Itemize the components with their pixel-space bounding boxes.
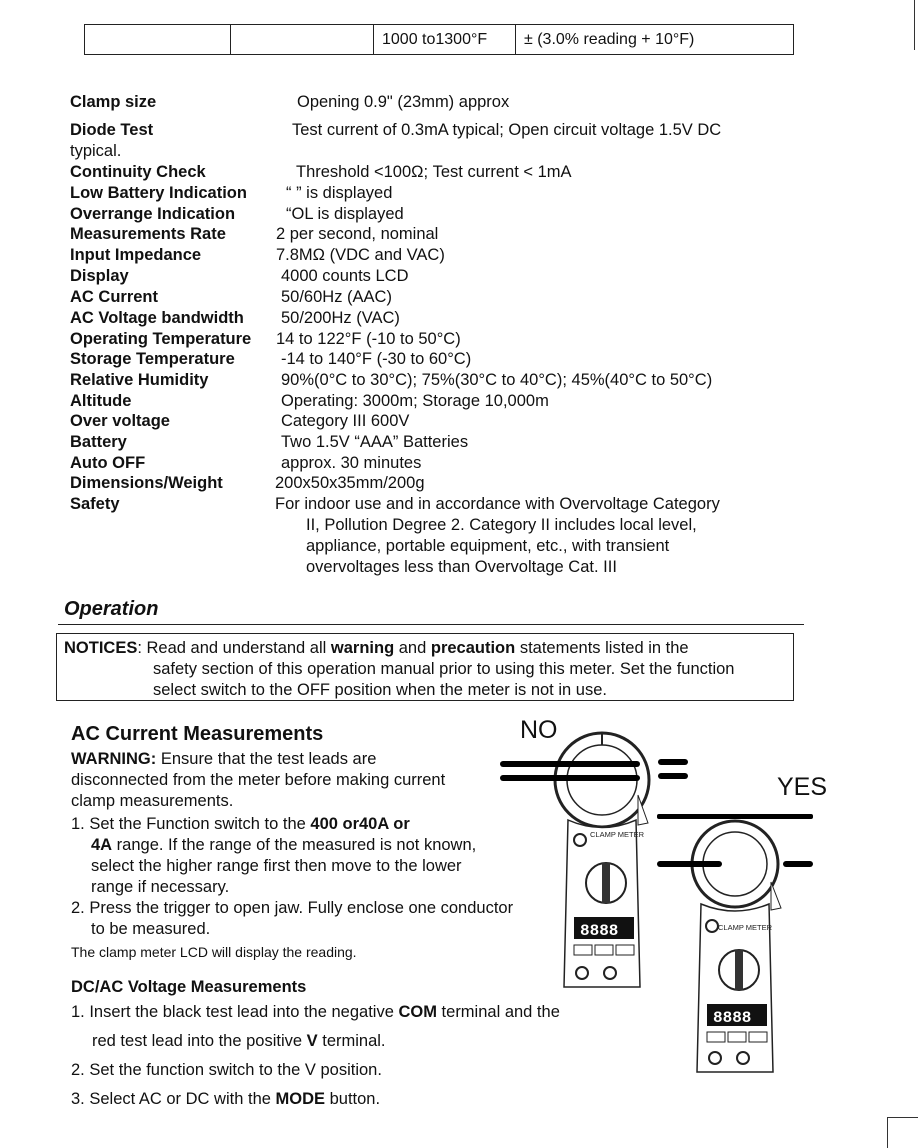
page-corner-mark — [887, 1117, 918, 1148]
spec-value: 90%(0°C to 30°C); 75%(30°C to 40°C); 45%(40°C to 50°C) — [281, 371, 713, 389]
spec-value-continuation: appliance, portable equipment, etc., with transient — [306, 537, 670, 555]
spec-label: Display — [70, 267, 129, 285]
notice-line: safety section of this operation manual prior to using this meter. Set the function — [153, 660, 735, 678]
step-bold: V — [306, 1032, 318, 1050]
spec-label: Relative Humidity — [70, 371, 209, 389]
spec-value: 4000 counts LCD — [281, 267, 409, 285]
spec-label: Measurements Rate — [70, 225, 226, 243]
svg-text:CLAMP METER: CLAMP METER — [718, 923, 773, 932]
spec-value: Two 1.5V “AAA” Batteries — [281, 433, 469, 451]
spec-label: Altitude — [70, 392, 132, 410]
spec-value: “OL is displayed — [286, 205, 404, 223]
spec-value: For indoor use and in accordance with Overvoltage Category — [275, 495, 720, 513]
spec-label: Low Battery Indication — [70, 184, 247, 202]
spec-label: Storage Temperature — [70, 350, 235, 368]
step-bold: 4A — [91, 836, 113, 854]
section-divider — [58, 624, 804, 625]
spec-value: Opening 0.9" (23mm) approx — [297, 93, 510, 111]
spec-value: Test current of 0.3mA typical; Open circuit voltage 1.5V DC — [292, 121, 722, 139]
dcac-voltage-steps — [71, 999, 631, 1112]
svg-text:8888: 8888 — [713, 1009, 752, 1027]
spec-value: Threshold <100Ω; Test current < 1mA — [296, 163, 572, 181]
spec-value: Operating: 3000m; Storage 10,000m — [281, 392, 549, 410]
spec-value: approx. 30 minutes — [281, 454, 422, 472]
notice-label: NOTICES — [64, 639, 138, 657]
spec-table-row — [84, 24, 794, 55]
page-edge-mark — [914, 0, 918, 50]
spec-label: Clamp size — [70, 93, 157, 111]
dcac-voltage-title: DC/AC Voltage Measurements — [71, 978, 307, 996]
warning-text: clamp measurements. — [71, 792, 234, 810]
spec-label: Input Impedance — [70, 246, 202, 264]
warning-label: WARNING: — [71, 750, 157, 768]
spec-value: -14 to 140°F (-30 to 60°C) — [281, 350, 472, 368]
step-note: The clamp meter LCD will display the reading. — [71, 944, 357, 960]
spec-value: 50/60Hz (AAC) — [281, 288, 392, 306]
spec-label: Operating Temperature — [70, 330, 252, 348]
spec-label: Dimensions/Weight — [70, 474, 223, 492]
ac-current-steps — [71, 814, 561, 963]
step-bold: 400 or40A or — [310, 815, 410, 833]
notice-box — [56, 633, 794, 701]
step-text: button. — [325, 1090, 381, 1108]
step-text: select the higher range first then move to the lower — [91, 857, 462, 875]
step-text: 1. Insert the black test lead into the negative — [71, 1003, 399, 1021]
step-text: terminal. — [317, 1032, 386, 1050]
figure-label-yes: YES — [777, 773, 828, 801]
notice-line: select switch to the OFF position when the meter is not in use. — [153, 681, 607, 699]
step-bold: MODE — [275, 1090, 326, 1108]
step-text: 2. Set the function switch to the V position. — [71, 1061, 382, 1079]
figure-label-no: NO — [520, 716, 558, 744]
table-cell — [85, 25, 231, 54]
step-text: range if necessary. — [91, 878, 230, 896]
spec-value: “ ” is displayed — [286, 184, 393, 202]
spec-label: Auto OFF — [70, 454, 146, 472]
step-text: 3. Select AC or DC with the — [71, 1090, 276, 1108]
spec-label: Safety — [70, 495, 120, 513]
svg-text:CLAMP METER: CLAMP METER — [590, 830, 645, 839]
step-bold: COM — [398, 1003, 437, 1021]
spec-label: Diode Test — [70, 121, 154, 139]
table-cell: ± (3.0% reading + 10°F) — [524, 31, 695, 48]
spec-value: 2 per second, nominal — [276, 225, 439, 243]
spec-value: 200x50x35mm/200g — [275, 474, 425, 492]
spec-label: AC Current — [70, 288, 159, 306]
notice-bold-precaution: precaution — [430, 639, 516, 657]
notice-text: and — [394, 639, 431, 657]
section-title-operation: Operation — [64, 598, 159, 620]
step-text: 2. Press the trigger to open jaw. Fully enclose one conductor — [71, 899, 514, 917]
spec-value-continuation: typical. — [70, 142, 122, 160]
step-text: to be measured. — [91, 920, 211, 938]
spec-label: Battery — [70, 433, 127, 451]
step-text: red test lead into the positive — [92, 1032, 307, 1050]
spec-value-continuation: overvoltages less than Overvoltage Cat. III — [306, 558, 617, 576]
spec-value: 7.8MΩ (VDC and VAC) — [276, 246, 445, 264]
spec-label: Overrange Indication — [70, 205, 236, 223]
ac-current-warning — [71, 749, 551, 812]
table-cell: 1000 to1300°F — [374, 25, 516, 54]
spec-value: Category III 600V — [281, 412, 410, 430]
table-cell — [231, 25, 374, 54]
spec-label: Continuity Check — [70, 163, 206, 181]
notice-text: : Read and understand all — [137, 639, 331, 657]
spec-value-continuation: II, Pollution Degree 2. Category II includes local level, — [306, 516, 697, 534]
svg-text:8888: 8888 — [580, 922, 619, 940]
step-text: range. If the range of the measured is not known, — [112, 836, 477, 854]
notice-bold-warning: warning — [330, 639, 395, 657]
warning-text: Ensure that the test leads are — [156, 750, 377, 768]
spec-value: 50/200Hz (VAC) — [281, 309, 400, 327]
step-text: terminal and the — [436, 1003, 560, 1021]
ac-current-title: AC Current Measurements — [71, 723, 324, 745]
spec-value: 14 to 122°F (-10 to 50°C) — [276, 330, 461, 348]
spec-label: AC Voltage bandwidth — [70, 309, 244, 327]
notice-text: statements listed in the — [515, 639, 689, 657]
clamp-meter-correct-illustration — [655, 812, 815, 1074]
spec-label: Over voltage — [70, 412, 170, 430]
warning-text: disconnected from the meter before making current — [71, 771, 446, 789]
step-text: 1. Set the Function switch to the — [71, 815, 311, 833]
